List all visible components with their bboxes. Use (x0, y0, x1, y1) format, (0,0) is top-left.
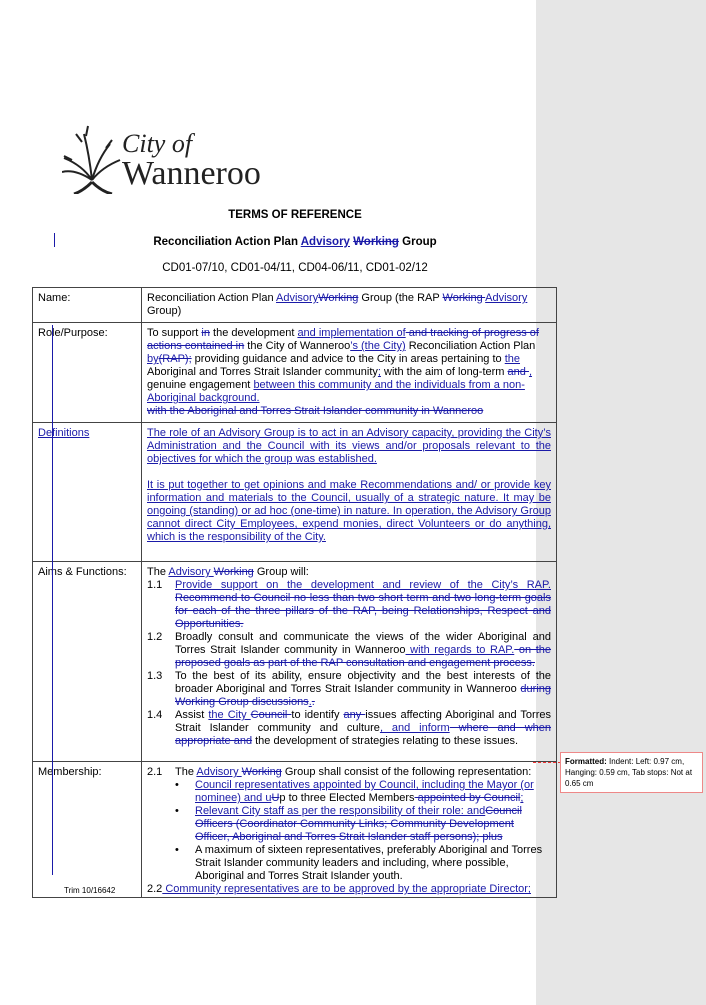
membership-bullet-3: • A maximum of sixteen representatives, preferably Aboriginal and Torres Strait Islander community leaders and including, where possible, Aboriginal and Torres Strait Islander youth. (175, 844, 543, 882)
change-bar (54, 233, 55, 247)
name-value: Reconciliation Action Plan AdvisoryWorking Group (the RAP Working Advisory Group) (142, 288, 557, 323)
table-row-name (33, 288, 557, 323)
definitions-value: The role of an Advisory Group is to act in an Advisory capacity, providing the City’s Administration and the Council with its views and/or proposals relevant to the objectives for which the group was established. It is put together to get opinions and make Recommendations and/ or provide key information and materials to the Council, usually of a strategic nature. It may be ongoing (standing) or ad hoc (one-time) in nature. In operation, the Advisory Group cannot direct City Employees, expend monies, direct Volunteers or do anything, which is the responsibility of the City. (142, 423, 557, 562)
name-label: Name: (33, 288, 142, 323)
document-subtitle: Reconciliation Action Plan Advisory Working Group (153, 236, 437, 248)
aims-item-1-3: 1.3 To the best of its ability, ensure objectivity and the best interests of the broader Aboriginal and Torres Strait Islander community in Wanneroo during Working Group discussions.. (147, 670, 551, 708)
trim-reference: Trim 10/16642 (64, 886, 116, 895)
membership-bullet-2: • Relevant City staff as per the responsibility of their role: andCouncil Officers (Coordinator Community Links; Community Development Officer, Aboriginal and Torres Strait Islander staff persons); plus (175, 805, 522, 843)
membership-label: Membership: (33, 762, 142, 898)
membership-item-2-2: 2.2 Community representatives are to be approved by the appropriate Director; (147, 883, 531, 895)
aims-item-1-1: 1.1 Provide support on the development and review of the City’s RAP. Recommend to Council no less than two short term and two long-term goals for each of the three pillars of the RAP, being Relationships, Respect and Opportunities. (147, 579, 551, 630)
comment-text: Indent: Left: 0.97 cm, Hanging: 0.59 cm, Tab stops: Not at 0.65 cm (565, 757, 693, 788)
aims-item-1-4: 1.4 Assist the City Council to identify any issues affecting Aboriginal and Torres Strait Islander community and culture, and inform where and when appropriate and the development of strategies relating to these issues. (147, 709, 551, 747)
flower-emblem-icon (62, 126, 120, 194)
aims-label: Aims & Functions: (33, 562, 142, 762)
membership-bullet-1: • Council representatives appointed by Council, including the Mayor (or nominee) and uUp to three Elected Members appointed by Council; (175, 779, 534, 804)
city-of-wanneroo-logo (62, 122, 282, 194)
terms-table (32, 287, 557, 898)
document-heading: TERMS OF REFERENCE (228, 209, 362, 221)
logo-line-1: City of (122, 129, 193, 158)
membership-item-2-1: 2.1 The Advisory Working Group shall consist of the following representation: (147, 766, 532, 778)
table-row-membership (33, 762, 557, 898)
logo-line-2: Wanneroo (122, 155, 261, 192)
definitions-label: Definitions (33, 423, 142, 562)
role-value: To support in the development and implementation of and tracking of progress of actions contained in the City of Wanneroo’s (the City) Reconciliation Action Plan by(RAP); providing guidance and advice to the City in areas pertaining to the Aboriginal and Torres Strait Islander community; with the aim of long-term and , genuine engagement between this community and the individuals from a non-Aboriginal background. with the Aboriginal and Torres Strait Islander community in Wanneroo (142, 323, 557, 423)
aims-item-1-2: 1.2 Broadly consult and communicate the views of the wider Aboriginal and Torres Strait Islander community in Wanneroo with regards to RAP. on the proposed goals as part of the RAP consultation and engagement process. (147, 631, 552, 669)
table-row-definitions (33, 423, 557, 562)
table-row-aims (33, 562, 557, 762)
formatting-comment[interactable] (560, 752, 703, 793)
change-bar (52, 325, 53, 875)
table-row-role (33, 323, 557, 423)
aims-value: The Advisory Working Group will: 1.1 Provide support on the development and review of the City’s RAP. Recommend to Council no less than two short term and two long-term goals for each of the three pillars of the RAP, being Relationships, Respect and Opportunities. 1.2 Broadly consult and communicate the views of the wider Aboriginal and Torres Strait Islander community in Wanneroo with regards to RAP. on the proposed goals as part of the RAP consultation and engagement process. 1.3 To the best of its ability, ensure objectivity and the best interests of the broader Aboriginal and Torres Strait Islander community in Wanneroo during Working Group discussions.. 1.4 Assist the City Council to identify any issues affecting Aboriginal and Torres Strait Islander community and culture, and inform where and when appropriate and the development of strategies relating to these issues. (142, 562, 557, 762)
comment-label: Formatted: (565, 757, 607, 766)
membership-value (142, 762, 557, 898)
comment-margin-pane (536, 0, 706, 1005)
reference-codes: CD01-07/10, CD01-04/11, CD04-06/11, CD01-02/12 (162, 262, 428, 274)
role-label: Role/Purpose: (33, 323, 142, 423)
